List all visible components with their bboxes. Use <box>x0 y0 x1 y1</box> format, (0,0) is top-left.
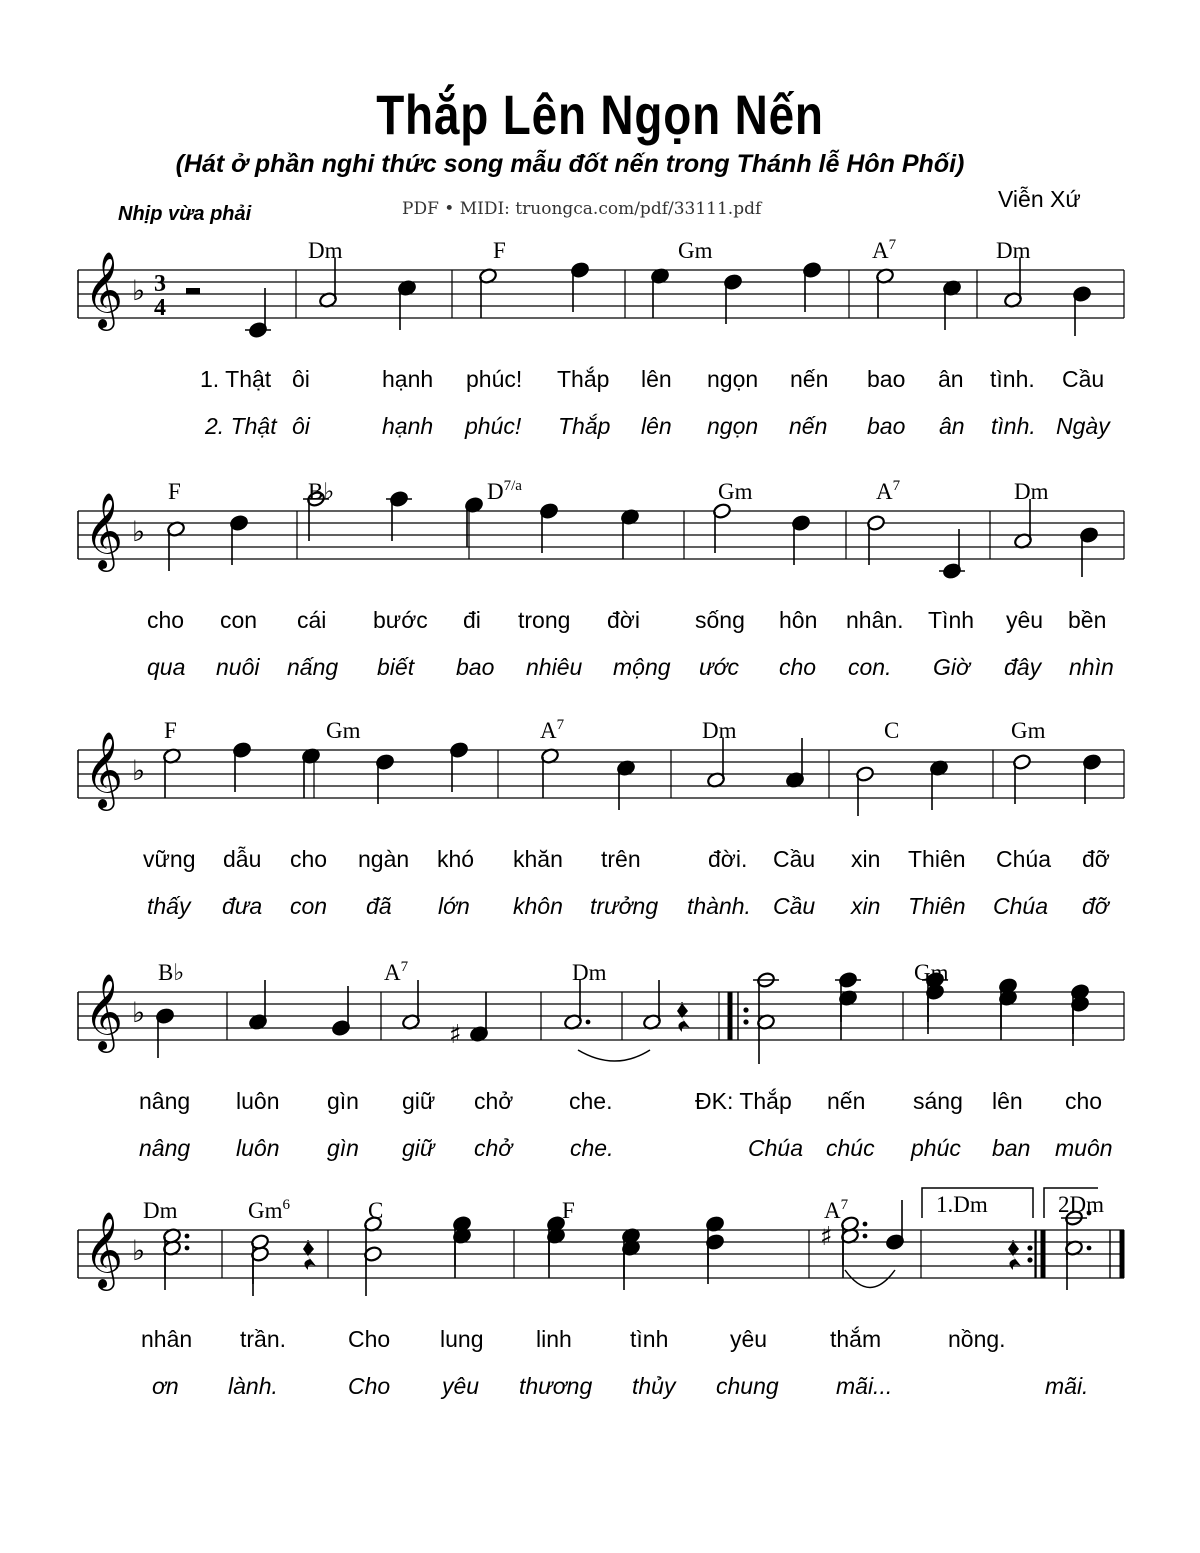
chord-symbol: Dm <box>1014 479 1049 504</box>
lyric-verse-2: thành. <box>687 893 751 919</box>
staff-2 <box>78 478 1124 680</box>
key-flat-icon: ♭ <box>132 996 146 1029</box>
staff-1 <box>78 237 1124 439</box>
lyric-verse-1: yêu <box>730 1326 768 1352</box>
lyric-verse-1: Cầu <box>773 846 816 872</box>
lyric-verse-1: trong <box>518 607 571 633</box>
lyric-verse-2: xin <box>851 893 881 919</box>
volta-label: 1.Dm <box>936 1192 988 1217</box>
lyric-verse-2: Cầu <box>773 893 816 919</box>
lyric-verse-2: nến <box>789 413 828 439</box>
lyric-verse-1: ngàn <box>358 846 410 872</box>
lyric-verse-2: con. <box>848 654 892 680</box>
lyric-verse-2: chung <box>716 1373 779 1399</box>
chord-symbol: $A^7$ <box>540 717 565 743</box>
lyric-verse-2: giữ <box>402 1135 435 1161</box>
lyric-verse-2: lành. <box>228 1373 278 1399</box>
lyric-verse-2: biết <box>377 654 415 680</box>
lyric-verse-2: gìn <box>327 1135 359 1161</box>
lyric-verse-2: Chúa <box>993 893 1048 919</box>
lyric-verse-1: bền <box>1068 607 1107 633</box>
lyric-verse-2: Thiên <box>908 893 966 919</box>
chord-symbol: $D^{7/a}$ <box>487 478 522 504</box>
lyric-verse-1: nến <box>790 366 829 392</box>
lyric-verse-2: Cho <box>348 1373 391 1399</box>
repeat-dot <box>1027 1257 1032 1262</box>
lyric-verse-2: che. <box>570 1135 614 1161</box>
dot <box>586 1020 591 1025</box>
lyric-verse-2: qua <box>147 654 186 680</box>
lyric-verse-1: yêu <box>1006 607 1044 633</box>
lyric-verse-2: con <box>290 893 328 919</box>
lyric-verse-1: che. <box>569 1088 613 1114</box>
lyric-verse-1: chở <box>474 1088 514 1114</box>
lyric-verse-2: nhiêu <box>526 654 583 680</box>
sharp-icon: ♯ <box>820 1222 833 1252</box>
chord-symbol: Dm <box>702 718 737 743</box>
lyric-verse-1: ân <box>938 366 964 392</box>
lyric-verse-1: cho <box>147 607 185 633</box>
lyric-verse-1: cái <box>297 607 327 633</box>
repeat-dot <box>743 1019 748 1024</box>
lyric-verse-1: phúc! <box>466 366 523 392</box>
lyric-verse-2: chúc <box>826 1135 875 1161</box>
lyric-verse-2: ngọn <box>707 413 759 439</box>
key-flat-icon: ♭ <box>132 515 146 548</box>
lyric-verse-2: đây <box>1004 654 1042 680</box>
lyric-verse-1: bước <box>373 607 428 633</box>
lyric-verse-1: đời. <box>708 846 748 872</box>
lyric-verse-1: hôn <box>779 607 818 633</box>
lyric-verse-2: Ngày <box>1056 413 1110 439</box>
key-flat-icon: ♭ <box>132 274 146 307</box>
lyric-verse-1: khó <box>437 846 475 872</box>
lyric-verse-1: Tình <box>928 607 975 633</box>
lyric-verse-2: trưởng <box>590 893 659 919</box>
lyric-verse-2: nấng <box>287 654 339 680</box>
lyric-verse-1: hạnh <box>382 366 434 392</box>
lyric-verse-1: lên <box>641 366 672 392</box>
lyric-verse-2: luôn <box>236 1135 280 1161</box>
lyric-verse-1: sáng <box>913 1088 963 1114</box>
chord-symbol: Gm <box>326 718 361 743</box>
half-rest-icon <box>186 288 200 294</box>
lyric-verse-2: phúc <box>911 1135 961 1161</box>
lyric-verse-1: nâng <box>139 1088 191 1114</box>
chord-symbol: B♭ <box>308 479 335 504</box>
treble-clef-icon: 𝄞 <box>84 731 124 808</box>
chord-symbol: Gm <box>678 238 713 263</box>
lyric-verse-1: thắm <box>830 1326 882 1352</box>
lyric-verse-2: tình. <box>991 413 1036 439</box>
lyric-verse-2: đưa <box>222 893 263 919</box>
key-flat-icon: ♭ <box>132 1234 146 1267</box>
lyric-verse-1: nồng. <box>948 1326 1006 1352</box>
volta-label: 2Dm <box>1058 1192 1104 1217</box>
lyric-verse-1: con <box>220 607 258 633</box>
dot <box>863 1222 868 1227</box>
chord-symbol: $A^7$ <box>872 237 897 263</box>
tempo-marking: Nhịp vừa phải <box>118 203 252 225</box>
chord-symbol: F <box>164 718 177 743</box>
lyric-verse-1: xin <box>851 846 881 872</box>
lyric-verse-1: 1. Thật <box>200 366 272 392</box>
lyric-verse-1: ngọn <box>707 366 759 392</box>
staff-4 <box>78 959 1124 1161</box>
lyric-verse-1: trần. <box>240 1326 287 1352</box>
song-title: Thắp Lên Ngọn Nến <box>376 83 824 146</box>
lyric-verse-2: khôn <box>513 893 563 919</box>
repeat-dot <box>743 1007 748 1012</box>
lyric-verse-2: mộng <box>613 654 671 680</box>
composer-name: Viễn Xứ <box>998 186 1081 212</box>
lyric-verse-2: ơn <box>152 1373 179 1399</box>
lyric-verse-2: mãi... <box>836 1373 893 1399</box>
lyric-verse-1: nhân <box>141 1326 193 1352</box>
lyric-verse-1: sống <box>695 607 745 633</box>
lyric-verse-2: yêu <box>442 1373 480 1399</box>
time-signature-bottom: 4 <box>154 295 166 321</box>
lyric-verse-1: cho <box>1065 1088 1103 1114</box>
lyric-verse-1: nến <box>827 1088 866 1114</box>
time-signature-top: 3 <box>154 271 166 297</box>
chord-symbol: Dm <box>572 960 607 985</box>
chord-symbol: F <box>493 238 506 263</box>
lyric-verse-1: lên <box>992 1088 1023 1114</box>
lyric-verse-2: bao <box>867 413 906 439</box>
chord-symbol: Gm <box>914 960 949 985</box>
lyric-verse-2: nâng <box>139 1135 191 1161</box>
lyric-verse-2: chở <box>474 1135 513 1161</box>
lyric-verse-2: ân <box>939 413 965 439</box>
chord-symbol: F <box>562 1198 575 1223</box>
lyric-verse-1: ĐK: Thắp <box>695 1088 792 1114</box>
lyric-verse-2: Chúa <box>748 1135 803 1161</box>
lyric-verse-2: cho <box>779 654 817 680</box>
chord-symbol: Dm <box>996 238 1031 263</box>
lyric-verse-1: trên <box>601 846 641 872</box>
lyric-verse-2: Thắp <box>558 413 611 439</box>
lyric-verse-1: giữ <box>402 1088 436 1114</box>
tie <box>578 1050 650 1061</box>
lyric-verse-1: nhân. <box>846 607 904 633</box>
lyric-verse-1: bao <box>867 366 906 392</box>
lyric-verse-1: cho <box>290 846 328 872</box>
lyric-verse-1: đi <box>463 607 481 633</box>
lyric-verse-2: phúc! <box>465 413 522 439</box>
chord-symbol: Gm <box>718 479 753 504</box>
lyric-verse-1: ôi <box>292 366 310 392</box>
treble-clef-icon: 𝄞 <box>84 1211 124 1288</box>
lyric-verse-2: Giờ <box>933 654 970 680</box>
lyric-verse-2: bao <box>456 654 495 680</box>
lyric-verse-2: ước <box>699 654 739 680</box>
chord-symbol: C <box>368 1198 384 1223</box>
chord-symbol: Dm <box>143 1198 178 1223</box>
dot <box>185 1234 190 1239</box>
lyric-verse-2: muôn <box>1055 1135 1113 1161</box>
dot <box>863 1234 868 1239</box>
lyric-verse-2: đã <box>366 893 392 919</box>
tie <box>845 1270 895 1288</box>
lyric-verse-1: tình. <box>990 366 1035 392</box>
lyric-verse-2: nuôi <box>216 654 260 680</box>
chord-symbol: Gm <box>1011 718 1046 743</box>
lyric-verse-1: luôn <box>236 1088 280 1114</box>
lyric-verse-2: hạnh <box>382 413 434 439</box>
lyric-verse-2: đỡ <box>1082 893 1109 919</box>
lyric-verse-2: lên <box>641 413 672 439</box>
source-link[interactable]: PDF • MIDI: truongca.com/pdf/33111.pdf <box>402 199 762 219</box>
chord-symbol: $A^7$ <box>876 478 901 504</box>
lyric-verse-2: mãi. <box>1045 1373 1089 1399</box>
chord-symbol: F <box>168 479 181 504</box>
chord-symbol: C <box>884 718 900 743</box>
treble-clef-icon: 𝄞 <box>84 251 124 328</box>
chord-symbol: Dm <box>308 238 343 263</box>
chord-symbol: B♭ <box>158 960 185 985</box>
lyric-verse-1: khăn <box>513 846 563 872</box>
dot <box>185 1246 190 1251</box>
chord-symbol: $A^7$ <box>384 959 409 985</box>
lyric-verse-1: lung <box>440 1326 484 1352</box>
lyric-verse-1: vững <box>143 846 196 872</box>
lyric-verse-1: đỡ <box>1082 846 1110 872</box>
lyric-verse-1: linh <box>536 1326 572 1352</box>
lyric-verse-1: đời <box>607 607 640 633</box>
lyric-verse-2: thương <box>519 1373 593 1399</box>
lyric-verse-1: dẫu <box>223 846 262 872</box>
lyric-verse-2: thủy <box>632 1373 676 1399</box>
lyric-verse-2: 2. Thật <box>205 413 277 439</box>
staff-5 <box>78 1188 1124 1399</box>
lyric-verse-2: ôi <box>292 413 310 439</box>
lyric-verse-2: lớn <box>438 893 470 919</box>
repeat-dot <box>1027 1245 1032 1250</box>
chord-symbol: $A^7$ <box>824 1197 849 1223</box>
lyric-verse-1: Thiên <box>908 846 966 872</box>
lyric-verse-1: Cho <box>348 1326 391 1352</box>
lyric-verse-2: ban <box>992 1135 1031 1161</box>
staff-3 <box>78 717 1124 919</box>
lyric-verse-1: Cầu <box>1062 366 1105 392</box>
key-flat-icon: ♭ <box>132 754 146 787</box>
sharp-icon: ♯ <box>449 1020 462 1050</box>
dot <box>1087 1246 1092 1251</box>
song-subtitle: (Hát ở phần nghi thức song mẫu đốt nến trong Thánh lễ Hôn Phối) <box>175 150 965 178</box>
treble-clef-icon: 𝄞 <box>84 492 124 569</box>
lyric-verse-1: tình <box>630 1326 669 1352</box>
lyric-verse-2: nhìn <box>1069 654 1114 680</box>
lyric-verse-1: Chúa <box>996 846 1051 872</box>
lyric-verse-1: Thắp <box>557 366 610 392</box>
chord-symbol: Gm$^6$ <box>248 1197 290 1223</box>
treble-clef-icon: 𝄞 <box>84 973 124 1050</box>
lyric-verse-1: gìn <box>327 1088 359 1114</box>
lyric-verse-2: thấy <box>147 893 191 919</box>
